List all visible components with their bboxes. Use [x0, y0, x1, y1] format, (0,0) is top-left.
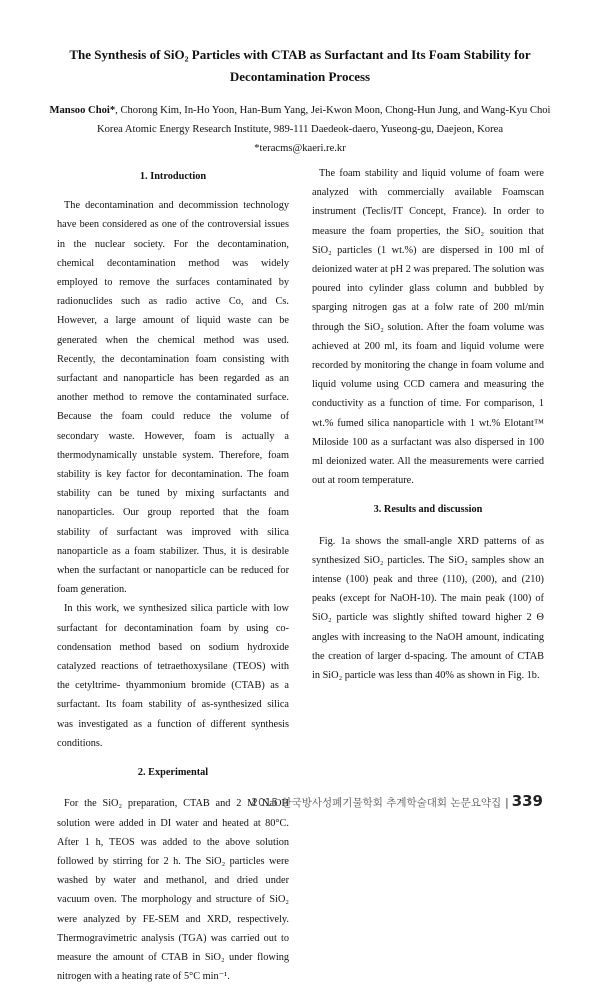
section-heading-experimental: 2. Experimental: [137, 767, 209, 779]
page-footer: [251, 792, 543, 810]
author-list: [30, 101, 570, 120]
section-heading-introduction: 1. Introduction: [139, 171, 207, 182]
title-line-1: The Synthesis of SiO₂ Particles with CTAB as Surfactant and Its Foam Stability for: [69, 47, 531, 62]
experimental-paragraph-2: The foam stability and liquid volume of foam were analyzed with commercially available Foamscan instrument (Teclis/IT Concept, France). In order to measure the foam properties, the SiO₂ souition that SiO₂ particles (1 wt.%) are dispersed in 100 ml of deionized water at pH 2 was prepared. The solution was poured into cylinder glass column and bubbled by sparging nitrogen gas at a folw rate of 200 ml/min through the SiO₂ solution. After the foam volume was achieved at 200 ml, its foam and liquid volume were recorded by monitoring the change in foam volume and liquid volume using CCD camera and measuring the conductivity as a function of time. For comparison, 1 wt.% fumed silica nanoparticle with 1 wt.% Elotant™ Miloside 100 as a surfactant was also dispersed in 100 ml deionized water. All the measurements were carried out at room temperature.: [312, 168, 544, 487]
author-block: [30, 101, 570, 158]
results-paragraph-1: Fig. 1a shows the small-angle XRD patterns of as synthesized SiO₂ particles. The SiO₂ samples show an intense (100) peak and three (110), (200), and (210) peaks (except for NaOH-10). The main peak (100) of SiO₂ particle was slightly shifted toward higher 2 Θ angles with increasing to the NaOH amount, indicating the creation of larger d-spacing. The amount of CTAB in SiO₂ particle was less than 40% as shown in Fig. 1b.: [312, 535, 544, 682]
right-column: [312, 164, 544, 685]
experimental-paragraph-1: For the SiO₂ preparation, CTAB and 2 M NaOH solution were added in DI water and heated at 80°C. After 1 h, TEOS was added to the above solution followed by stirring for 2 h. The SiO₂ particles were washed by water and methanol, and dried under vacuum oven. The morphology and structure of SiO₂ were analyzed by FE-SEM and XRD, respectively. Thermogravimetric analysis (TGA) was carried out to measure the amount of CTAB in SiO₂ under flowing nitrogen with a heating rate of 5°C min⁻¹.: [57, 798, 289, 983]
section-heading-results: 3. Results and discussion: [373, 504, 483, 516]
page-number: 339: [511, 792, 543, 810]
left-column: [57, 167, 289, 986]
corresponding-author: Mansoo Choi*: [49, 105, 116, 116]
co-authors: , Chorong Kim, In-Ho Yoon, Han-Bum Yang, Jei-Kwon Moon, Chong-Hun Jung, and Wang-Kyu Choi: [115, 105, 551, 116]
intro-paragraph-2: In this work, we synthesized silica particle with low surfactant for decontamination foam by using co-condensation method based on sodium hydroxide catalyzed reactions of tetraethoxysilane (TEOS) with the cetyltrime- thyammonium bromide (CTAB) as a surfactant. Its foam stability of as-synthesized silica was investigated as a function of different synthesis conditions.: [57, 603, 289, 749]
email: *teracms@kaeri.re.kr: [254, 143, 346, 154]
intro-paragraph-1: The decontamination and decommission technology have been considered as one of the controversial issues in the nuclear society. For the decontamination, chemical decontamination method was widely employed to remove the surfaces contaminated by radionuclides such as radio active Co, and Cs. However, a large amount of liquid waste can be generated when the chemical method was used. Recently, the decontamination foam consisting with surfactant and nanoparticle has been regarded as an another method to remove the contaminated surface. Because the foam could reduce the volume of secondary waste. However, foam is actually a thermodynamically unstable system. Therefore, foam stability is key factor for decontamination. The foam stability can be tuned by mixing surfactants and nanoparticles. Our group reported that the foam stability of surfactant was improved with silica nanoparticle as a foam stabilizer. Thus, it is desirable when the surfactant or nanoparticle can be reduced for foam generation.: [57, 200, 289, 596]
title-line-2: Decontamination Process: [229, 69, 371, 84]
affiliation: Korea Atomic Energy Research Institute, 989-111 Daedeok-daero, Yuseong-gu, Daejeon, Korea: [96, 124, 504, 135]
paper-title: [40, 44, 560, 88]
footer-separator: |: [505, 797, 509, 809]
footer-text: 2015 한국방사성폐기물학회 추계학술대회 논문요약집: [251, 797, 502, 809]
